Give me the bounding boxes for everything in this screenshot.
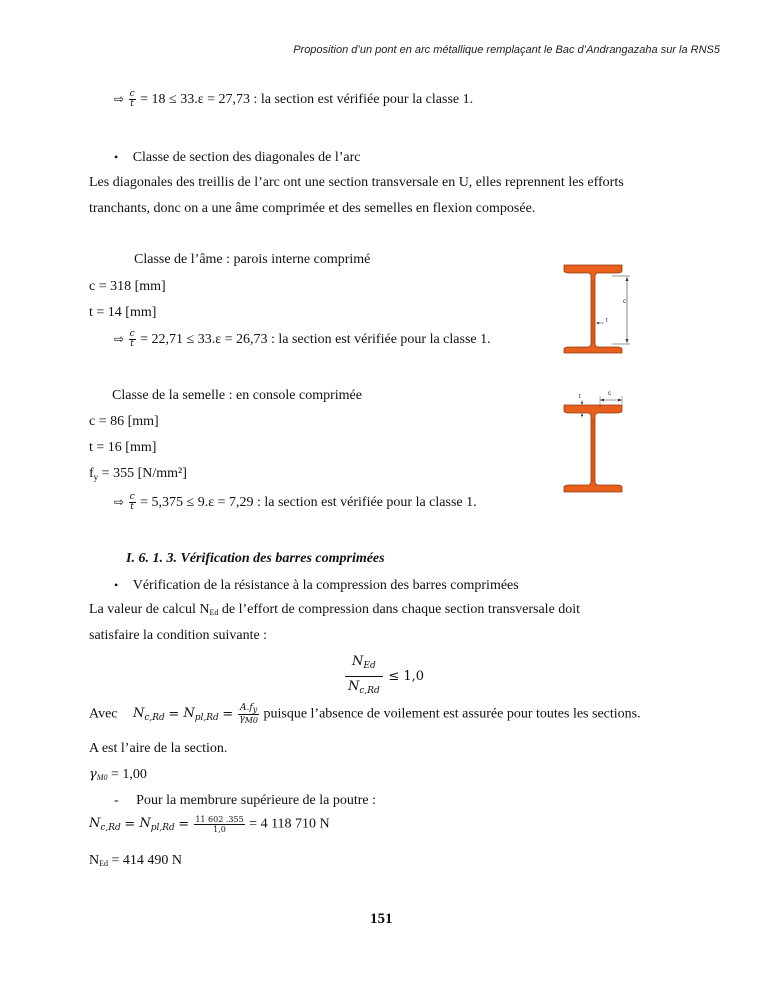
area-line: A est l’aire de la section. (89, 741, 228, 756)
running-header: Proposition d’un pont en arc métallique remplaçant le Bac d’Andrangazaha sur la RNS5 (293, 44, 720, 56)
c-label: c (623, 299, 626, 305)
fy-value: $f_y = 355$ [N/mm²] (89, 466, 187, 482)
web-class-title: Classe de l’âme : parois interne comprimé (134, 252, 371, 267)
arrow-icon: ⇨ (114, 332, 125, 346)
t-label: t (606, 318, 608, 324)
arrow-icon: ⇨ (114, 92, 125, 106)
paragraph-line: tranchants, donc on a une âme comprimée et des semelles en flexion composée. (89, 201, 536, 216)
paragraph-line: Les diagonales des treillis de l’arc ont une section transversale en U, elles reprennent les efforts (89, 175, 624, 190)
web-check-line: ⇨ $\frac{c}{t}$ = 22,71 ≤ 33.ε = 26,73 : la section est vérifiée pour la classe 1. (114, 329, 491, 350)
bullet-item-compression: • Vérification de la résistance à la compression des barres comprimées (114, 578, 519, 593)
c-over-t-fraction: $\frac{c}{t}$ (129, 492, 135, 513)
paragraph-line: satisfaire la condition suivante : (89, 628, 268, 643)
bullet-item-diagonals: • Classe de section des diagonales de l’arc (114, 150, 361, 165)
flange-t-value: t = 16 [mm] (89, 440, 157, 455)
flange-c-value: c = 86 [mm] (89, 414, 159, 429)
c-over-t-fraction: $\frac{c}{t}$ (129, 329, 135, 350)
bullet-icon: • (114, 578, 119, 592)
ncrd-fraction: $\frac{11 602 .355}{1,0}$ (195, 815, 244, 834)
paragraph-line: La valeur de calcul NEd de l’effort de compression dans chaque section transversale doit (89, 602, 581, 617)
flange-check-line: ⇨ $\frac{c}{t}$ = 5,375 ≤ 9.ε = 7,29 : la section est vérifiée pour la classe 1. (114, 492, 477, 513)
web-c-value: c = 318 [mm] (89, 279, 166, 294)
avec-line: Avec $N_{c,Rd} = N_{pl,Rd}$ = $\frac{A.fy}{\gamma M0}$ puisque l’absence de voilement est assurée pour toutes les sections. (89, 703, 641, 725)
section-heading: I. 6. 1. 3. Vérification des barres comprimées (126, 551, 385, 566)
ibeam-flange-diagram (560, 388, 640, 498)
gamma-line: γM0 = 1,00 (89, 767, 147, 782)
npl-fraction: $\frac{A.fy}{\gamma M0}$ (239, 703, 258, 725)
arrow-icon: ⇨ (114, 495, 125, 509)
ned-value: NEd = 414 490 N (89, 853, 183, 868)
ned-over-ncrd-fraction: $\frac{N_{Ed}}{N_{c,Rd}}$ (345, 652, 383, 701)
c-over-t-fraction: $\frac{c}{t}$ (129, 89, 135, 110)
ibeam-web-diagram (560, 260, 640, 360)
flange-class-title: Classe de la semelle : en console comprimée (112, 388, 362, 403)
condition-formula: $\frac{N_{Ed}}{N_{c,Rd}}$ ≤ 1,0 (345, 652, 424, 701)
c-label: c (608, 391, 611, 397)
check-line-1: ⇨ $\frac{c}{t}$ = 18 ≤ 33.ε = 27,73 : la section est vérifiée pour la classe 1. (114, 89, 474, 110)
page-number: 151 (370, 911, 393, 927)
t-label: t (579, 394, 581, 400)
web-t-value: t = 14 [mm] (89, 305, 157, 320)
ncrd-computation: $N_{c,Rd} = N_{pl,Rd}$ = $\frac{11 602 .355}{1,0}$ = 4 118 710 N (89, 815, 330, 834)
dash-item: - Pour la membrure supérieure de la poutre : (114, 793, 377, 808)
bullet-icon: • (114, 150, 119, 164)
